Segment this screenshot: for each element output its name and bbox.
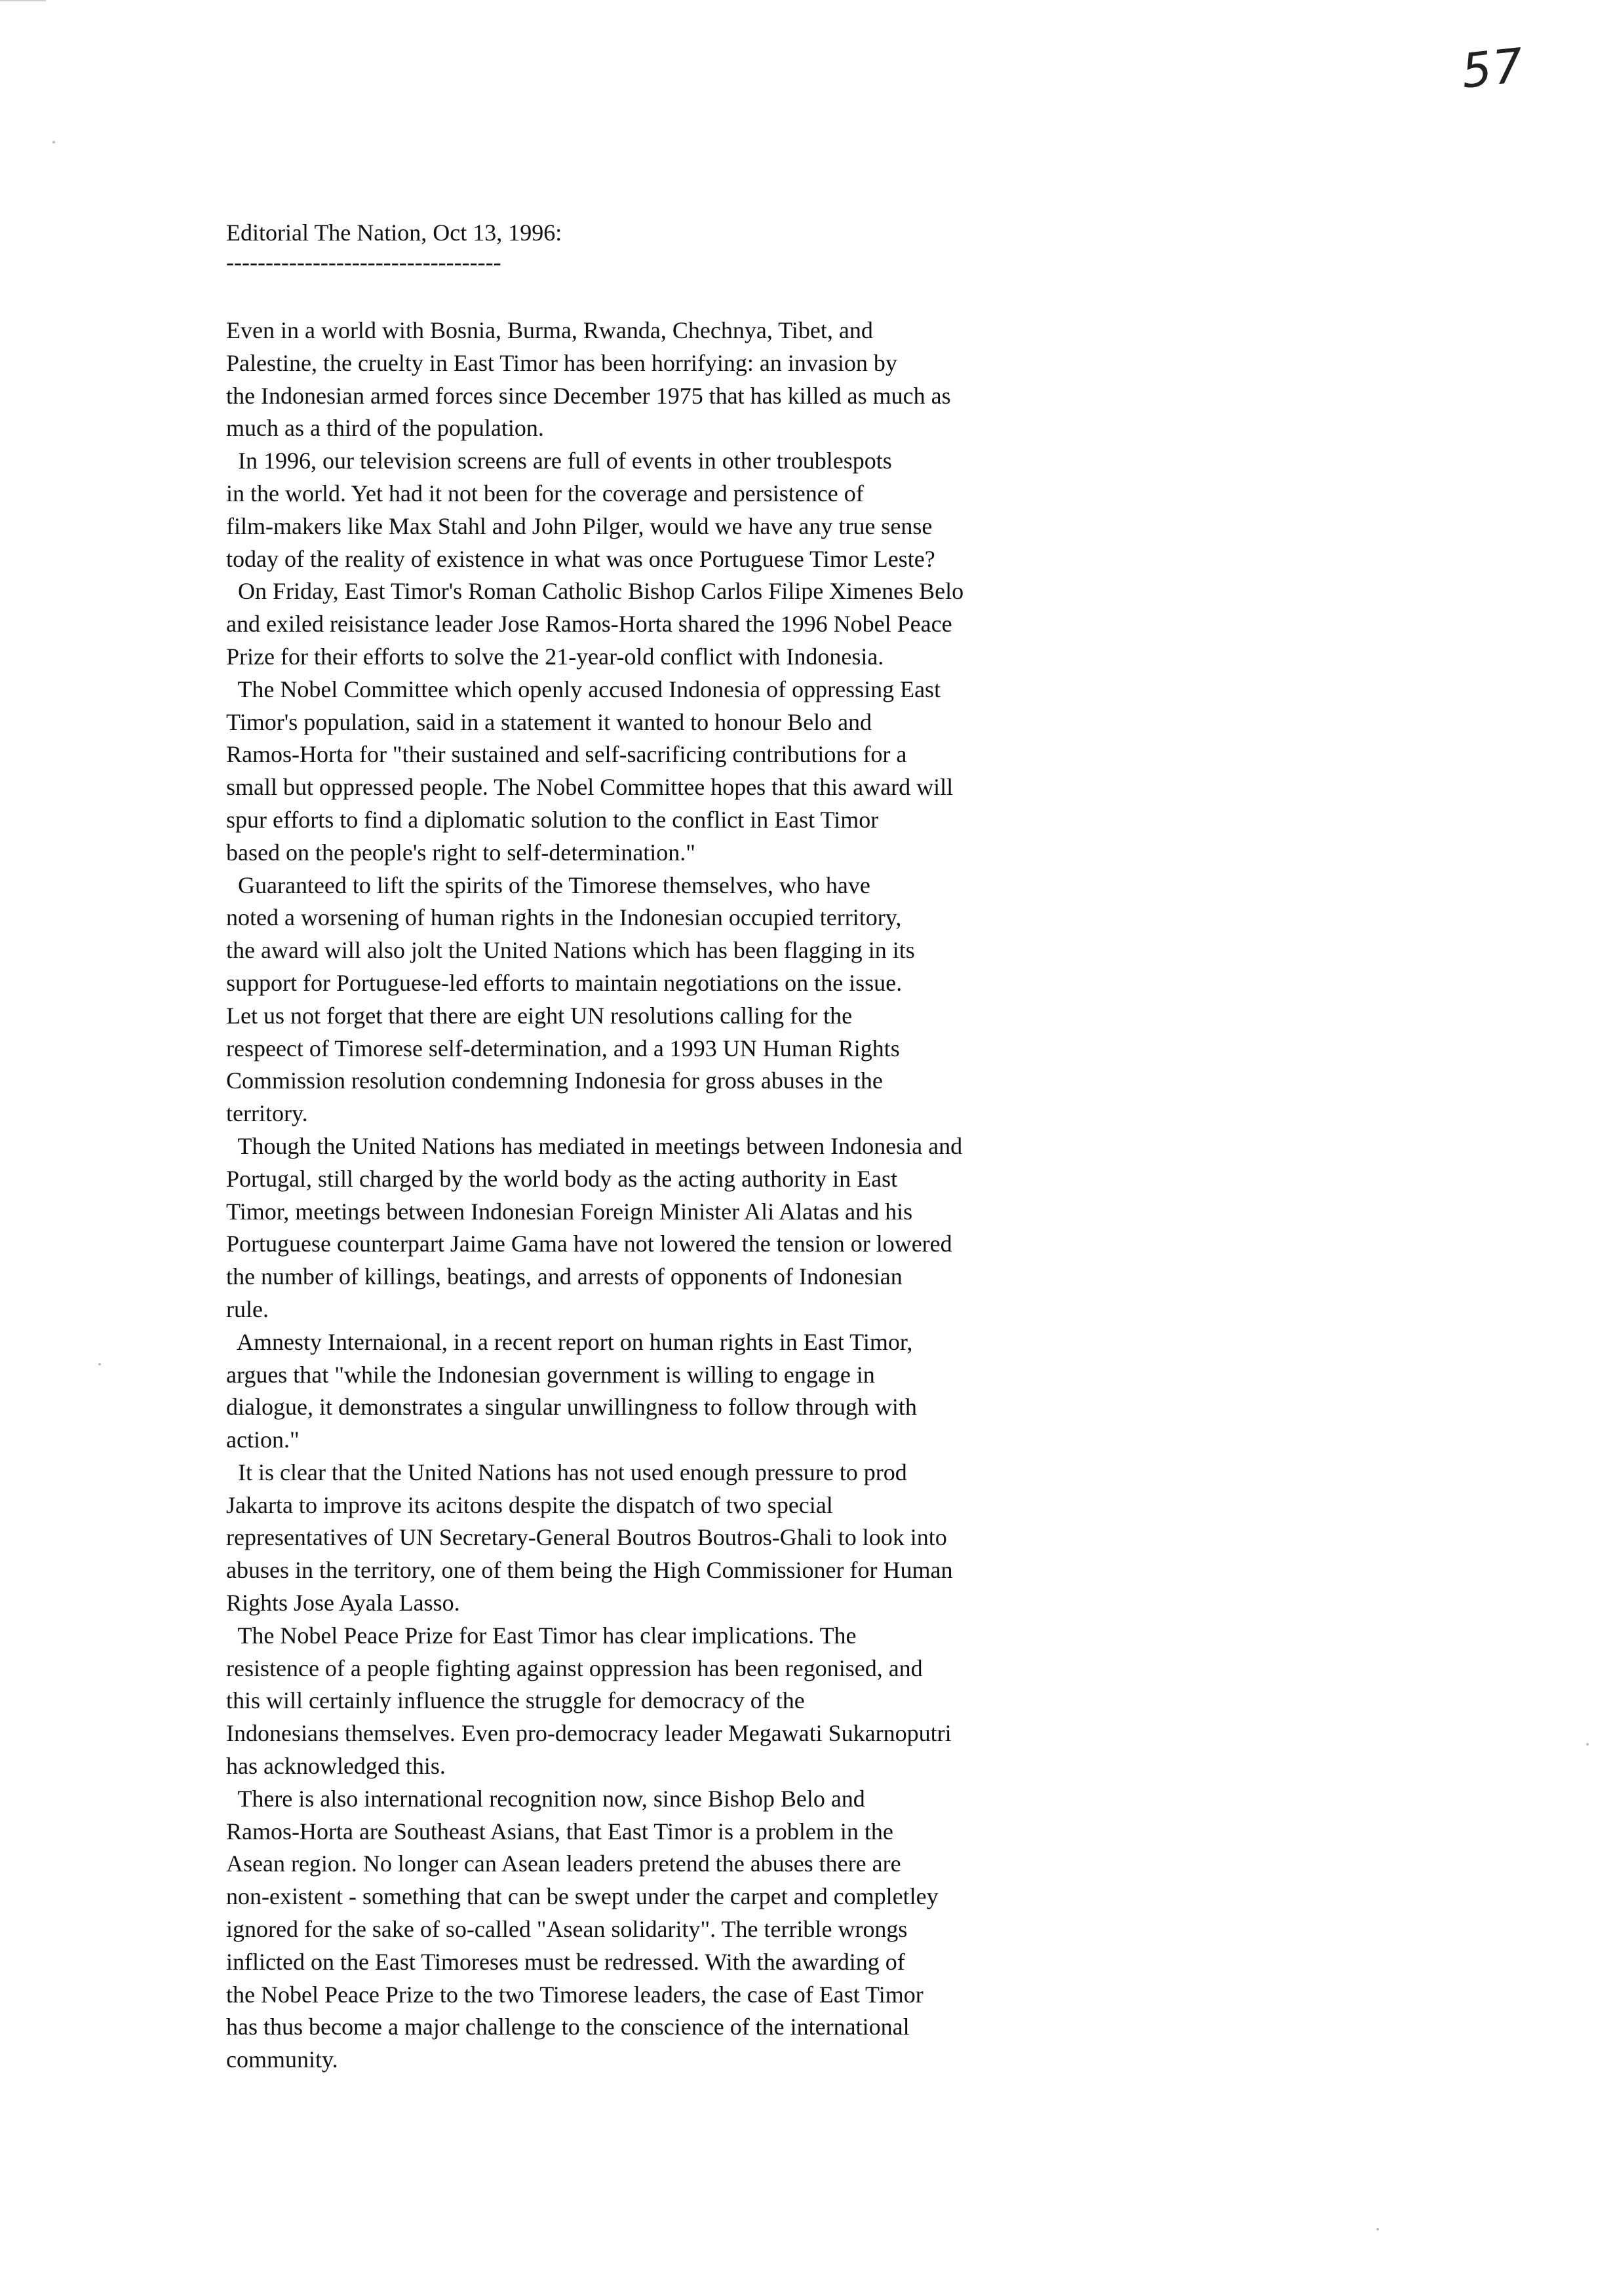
text-line: Asean region. No longer can Asean leaders pretend the abuses there are [226, 1850, 901, 1877]
text-line: Jakarta to improve its acitons despite the dispatch of two special [226, 1491, 833, 1518]
text-line: Prize for their efforts to solve the 21-year-old conflict with Indonesia. [226, 643, 884, 670]
text-line: in the world. Yet had it not been for the coverage and persistence of [226, 480, 864, 507]
text-line: Palestine, the cruelty in East Timor has been horrifying: an invasion by [226, 349, 897, 376]
text-line: Commission resolution condemning Indonesia for gross abuses in the [226, 1067, 883, 1094]
scan-artifact-line [0, 0, 46, 1]
text-line: ignored for the sake of so-called "Asean solidarity". The terrible wrongs [226, 1916, 908, 1943]
text-line: Let us not forget that there are eight UN resolutions calling for the [226, 1002, 853, 1029]
text-line: Portugal, still charged by the world body as the acting authority in East [226, 1165, 898, 1192]
text-line: support for Portuguese-led efforts to maintain negotiations on the issue. [226, 969, 903, 996]
scan-speck [98, 1363, 101, 1366]
text-line: the number of killings, beatings, and arrests of opponents of Indonesian [226, 1263, 903, 1290]
text-line: Guaranteed to lift the spirits of the Timorese themselves, who have [226, 871, 870, 898]
text-line: much as a third of the population. [226, 415, 544, 442]
text-line: Rights Jose Ayala Lasso. [226, 1590, 460, 1617]
text-line: inflicted on the East Timoreses must be redressed. With the awarding of [226, 1948, 905, 1975]
scan-speck [1376, 2228, 1379, 2230]
text-line: On Friday, East Timor's Roman Catholic Bishop Carlos Filipe Ximenes Belo [226, 578, 964, 605]
text-line: abuses in the territory, one of them being the High Commissioner for Human [226, 1557, 953, 1584]
text-line: community. [226, 2046, 338, 2073]
text-line: There is also international recognition now, since Bishop Belo and [226, 1785, 865, 1812]
text-line: Indonesians themselves. Even pro-democracy leader Megawati Sukarnoputri [226, 1720, 952, 1747]
text-line: the Indonesian armed forces since December 1975 that has killed as much as [226, 382, 951, 409]
text-line: Ramos-Horta for "their sustained and self-sacrificing contributions for a [226, 741, 907, 768]
text-line: Timor's population, said in a statement it wanted to honour Belo and [226, 708, 872, 735]
text-line: In 1996, our television screens are full of events in other troublespots [226, 448, 892, 474]
text-line: non-existent - something that can be swept under the carpet and completley [226, 1883, 939, 1910]
text-line: Timor, meetings between Indonesian Foreign Minister Ali Alatas and his [226, 1198, 913, 1225]
text-line: and exiled reisistance leader Jose Ramos-Horta shared the 1996 Nobel Peace [226, 611, 952, 638]
text-line: Amnesty Internaional, in a recent report on human rights in East Timor, [226, 1328, 913, 1355]
text-line: It is clear that the United Nations has not used enough pressure to prod [226, 1459, 907, 1485]
text-line: resistence of a people fighting against oppression has been regonised, and [226, 1655, 923, 1681]
text-line: small but oppressed people. The Nobel Committee hopes that this award will [226, 774, 954, 801]
text-line: rule. [226, 1295, 269, 1322]
editorial-heading: Editorial The Nation, Oct 13, 1996: [226, 220, 562, 246]
text-line: The Nobel Committee which openly accused Indonesia of oppressing East [226, 676, 941, 702]
text-line: based on the people's right to self-determination." [226, 839, 695, 866]
text-line: the Nobel Peace Prize to the two Timorese leaders, the case of East Timor [226, 1981, 924, 2008]
editorial-content [226, 216, 1131, 2076]
text-line: Even in a world with Bosnia, Burma, Rwanda, Chechnya, Tibet, and [226, 317, 873, 343]
text-line: respeect of Timorese self-determination, and a 1993 UN Human Rights [226, 1035, 900, 1062]
text-line: dialogue, it demonstrates a singular unwillingness to follow through with [226, 1394, 917, 1421]
heading-underline: ----------------------------------- [226, 249, 501, 275]
editorial-body [226, 315, 1131, 2076]
text-line: this will certainly influence the struggle for democracy of the [226, 1687, 805, 1714]
text-line: Though the United Nations has mediated in meetings between Indonesia and [226, 1132, 963, 1159]
text-line: The Nobel Peace Prize for East Timor has clear implications. The [226, 1622, 857, 1649]
handwritten-page-number: 57 [1458, 37, 1527, 99]
text-line: has thus become a major challenge to the conscience of the international [226, 2014, 910, 2040]
text-line: argues that "while the Indonesian government is willing to engage in [226, 1361, 875, 1388]
text-line: representatives of UN Secretary-General Boutros Boutros-Ghali to look into [226, 1524, 947, 1551]
text-line: Portuguese counterpart Jaime Gama have not lowered the tension or lowered [226, 1231, 952, 1257]
text-line: has acknowledged this. [226, 1753, 446, 1780]
text-line: territory. [226, 1100, 308, 1127]
text-line: action." [226, 1426, 300, 1453]
text-line: Ramos-Horta are Southeast Asians, that East Timor is a problem in the [226, 1818, 893, 1845]
text-line: today of the reality of existence in what was once Portuguese Timor Leste? [226, 545, 935, 572]
scan-speck [52, 141, 55, 144]
text-line: spur efforts to find a diplomatic solution to the conflict in East Timor [226, 806, 879, 833]
scan-speck [1586, 1743, 1589, 1746]
text-line: noted a worsening of human rights in the Indonesian occupied territory, [226, 904, 902, 931]
text-line: film-makers like Max Stahl and John Pilger, would we have any true sense [226, 512, 933, 539]
text-line: the award will also jolt the United Nations which has been flagging in its [226, 937, 915, 964]
